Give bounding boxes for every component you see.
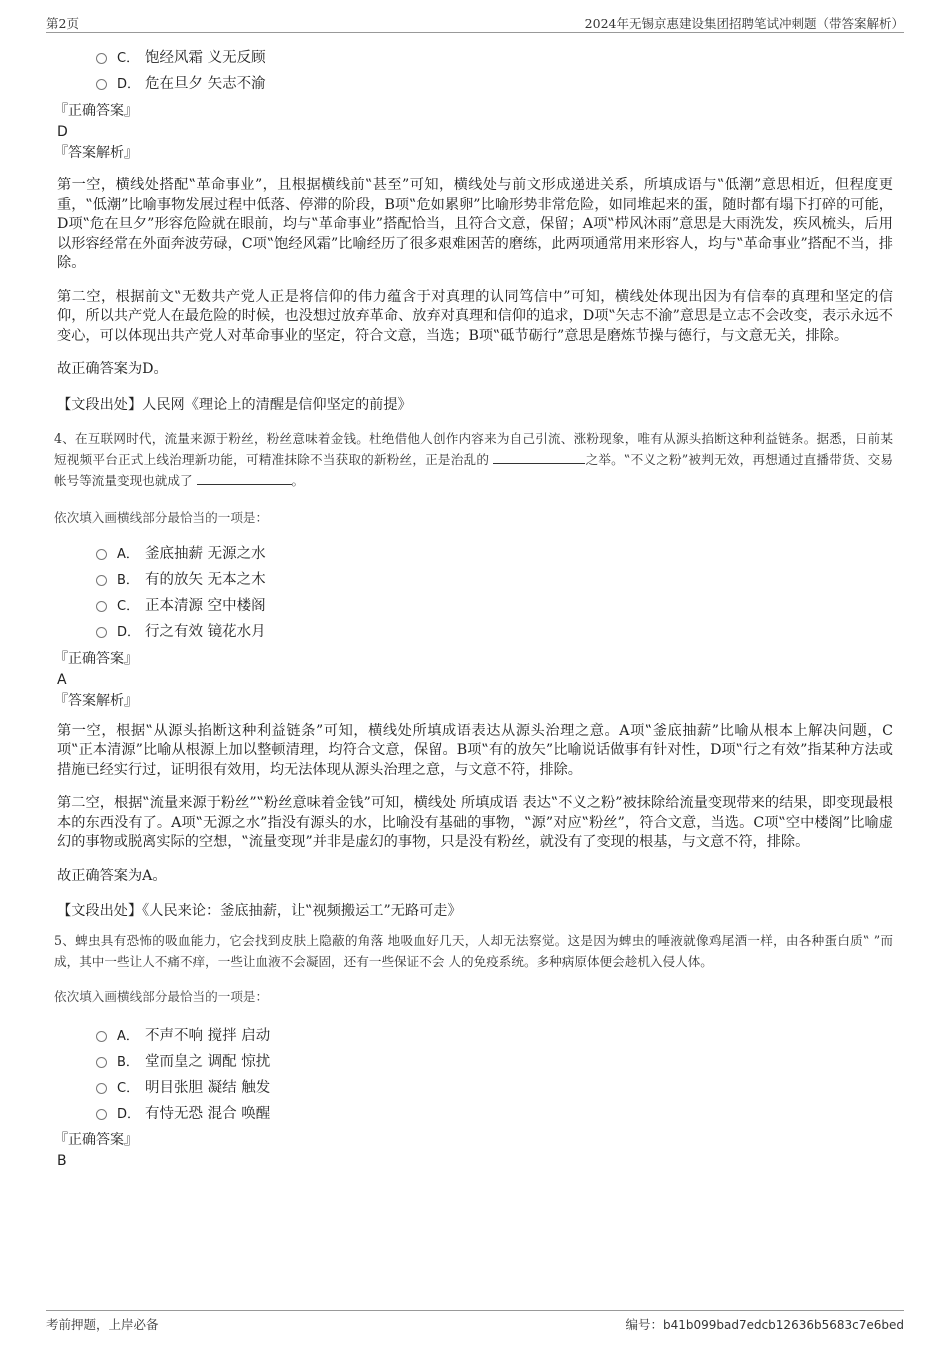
q4-options <box>57 540 893 644</box>
q3-option-d[interactable]: D． 危在旦夕 矢志不渝 <box>96 69 893 95</box>
q3-answer: D <box>57 124 68 140</box>
q3-option-c[interactable]: C． 饱经风霜 义无反顾 <box>96 43 893 69</box>
radio-icon[interactable] <box>96 627 107 638</box>
q3-analysis-1: 第一空，横线处搭配‟革命事业”，且根据横线前‟甚至”可知，横线处与前文形成递进关系，所填成语与‟低潮”意思相近，但程度更重，‟低潮”比喻事物发展过程中低落、停滞的阶段，B项‟危如累卵”比喻形势非常危险，如同堆起来的蛋，随时都有塌下打碎的可能，D项‟危在旦夕”形容危险就在眼前，均与‟革命事业”搭配恰当，且符合文意，保留；A项‟栉风沐雨”意思是大雨洗发，疾风梳头，后用以形容经常在外面奔波劳碌，C项‟饱经风霜”比喻经历了很多艰难困苦的磨练，此两项通常用来形容人，均与‟革命事业”搭配不当，排除。 <box>57 177 893 271</box>
q4-option-d[interactable]: D． 行之有效 镜花水月 <box>96 618 893 644</box>
q4-answer: A <box>57 671 67 688</box>
blank-line <box>197 472 292 485</box>
radio-icon[interactable] <box>96 601 107 612</box>
q4-analysis-1: 第一空，根据‟从源头掐断这种利益链条”可知，横线处所填成语表达从源头治理之意。A项‟釜底抽薪”比喻从根本上解决问题，C项‟正本清源”比喻从根源上加以整顿清理，均符合文意，保留。B项‟有的放矢”比喻说话做事有针对性，D项‟行之有效”指某种方法或措施已经实行过，证明很有效用，均无法体现从源头治理之意，与文意不符，排除。 <box>57 722 893 778</box>
q5-option-d[interactable]: D． 有恃无恐 混合 唤醒 <box>96 1099 893 1125</box>
blank-line <box>493 451 585 464</box>
radio-icon[interactable] <box>96 79 107 90</box>
q5-option-c[interactable]: C． 明目张胆 凝结 触发 <box>96 1073 893 1099</box>
q3-analysis-2: 第二空，根据前文‟无数共产党人正是将信仰的伟力蕴含于对真理的认同笃信中”可知，横线处体现出因为有信奉的真理和坚定的信仰，所以共产党人在最危险的时候，也没想过放弃革命、放弃对真理和信仰的追求，D项‟矢志不渝”意思是立志不会改变，表示永远不变心，可以体现出共产党人对革命事业的坚定，符合文意，当选；B项‟砥节砺行”意思是磨炼节操与德行，与文意无关，排除。 <box>57 288 893 344</box>
q4-prompt: 依次填入画横线部分最恰当的一项是： <box>54 509 269 525</box>
document-code: 编号：b41b099bad7edcb12636b5683c7e6bed <box>625 1317 904 1332</box>
radio-icon[interactable] <box>96 53 107 64</box>
q4-option-b[interactable]: B． 有的放矢 无本之木 <box>96 566 893 592</box>
q5-options <box>57 1021 893 1125</box>
analysis-label: 『答案解析』 <box>54 692 138 709</box>
radio-icon[interactable] <box>96 1083 107 1094</box>
answer-label: 『正确答案』 <box>54 103 138 119</box>
document-body <box>54 43 893 1171</box>
radio-icon[interactable] <box>96 1057 107 1068</box>
page-number: 第2页 <box>46 16 79 31</box>
radio-icon[interactable] <box>96 1109 107 1120</box>
page-header <box>46 12 904 33</box>
footer-slogan: 考前押题，上岸必备 <box>46 1317 159 1332</box>
radio-icon[interactable] <box>96 549 107 560</box>
analysis-label: 『答案解析』 <box>54 145 138 161</box>
answer-label: 『正确答案』 <box>54 650 138 667</box>
q5-stem: 5、蜱虫具有恐怖的吸血能力，它会找到皮肤上隐蔽的角落 地吸血好几天，人却无法察觉。这是因为蜱虫的唾液就像鸡尾酒一样，由各种蛋白质‟ ”而成，其中一些让人不痛不痒，一些让血液不会凝固，还有一些保证不会 人的免疫系统。多种病原体便会趁机入侵人体。 <box>54 933 893 969</box>
q5-option-a[interactable]: A． 不声不响 搅拌 启动 <box>96 1021 893 1047</box>
q4-option-a[interactable]: A． 釜底抽薪 无源之水 <box>96 540 893 566</box>
q4-conclusion: 故正确答案为A。 <box>57 867 167 884</box>
q3-options <box>57 43 893 95</box>
q5-prompt: 依次填入画横线部分最恰当的一项是： <box>54 989 269 1004</box>
q4-analysis-2: 第二空，根据‟流量来源于粉丝”‟粉丝意味着金钱”可知，横线处 所填成语 表达‟不义之粉”被抹除给流量变现带来的结果，即变现最根本的东西没有了。A项‟无源之水”指没有源头的水，比喻没有基础的事物，‟源”对应‟粉丝”，符合文意，当选。C项‟空中楼阁”比喻虚幻的事物或脱离实际的空想，‟流量变现”并非是虚幻的事物，只是没有粉丝，就没有了变现的根基，与文意不符，排除。 <box>57 795 893 850</box>
q5-option-b[interactable]: B． 堂而皇之 调配 惊扰 <box>96 1047 893 1073</box>
radio-icon[interactable] <box>96 575 107 586</box>
document-title: 2024年无锡京惠建设集团招聘笔试冲刺题（带答案解析） <box>584 16 904 31</box>
radio-icon[interactable] <box>96 1031 107 1042</box>
answer-label: 『正确答案』 <box>54 1132 138 1148</box>
q3-source: 【文段出处】人民网《理论上的清醒是信仰坚定的前提》 <box>57 396 412 413</box>
q5-answer: B <box>57 1153 67 1169</box>
page-footer <box>46 1310 904 1333</box>
q4-stem: 4、在互联网时代，流量来源于粉丝，粉丝意味着金钱。杜绝借他人创作内容来为自己引流、涨粉现象，唯有从源头掐断这种利益链条。据悉，日前某短视频平台正式上线治理新功能，可精准抹除不当获取的新粉丝，正是治乱的 之举。‟不义之粉”被判无效，再想通过直播带货、交易帐号等流量变现也就成了 。 <box>54 430 893 488</box>
q3-conclusion: 故正确答案为D。 <box>57 361 168 377</box>
q4-source: 【文段出处】《人民来论：釜底抽薪，让‟视频搬运工”无路可走》 <box>57 903 462 919</box>
q4-option-c[interactable]: C． 正本清源 空中楼阁 <box>96 592 893 618</box>
